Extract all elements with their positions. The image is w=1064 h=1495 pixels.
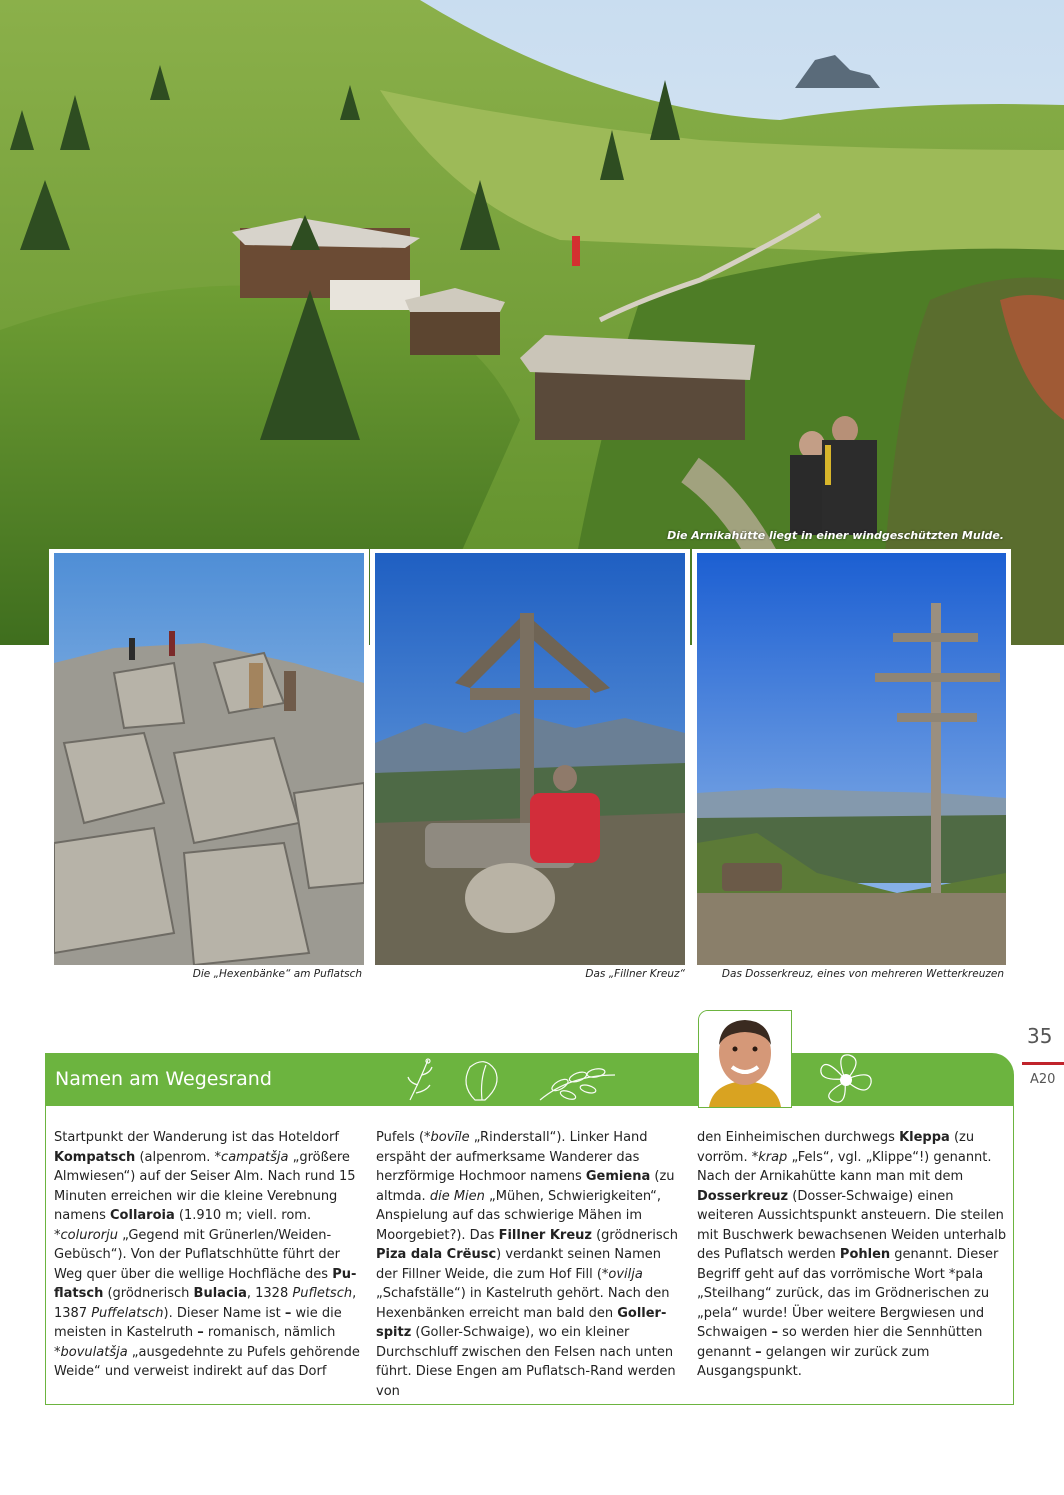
italic-term: die Mien [429, 1188, 485, 1204]
bold-term: Gemiena [585, 1169, 651, 1184]
text-run: , 1387 [54, 1286, 357, 1321]
text-run: „ausgedehnte zu Pufels gehörende Weide“ und verweist indirekt auf das Dorf [54, 1344, 360, 1379]
text-run: „Mühen, Schwierigkeiten“, Anspielung auf das schwierige Mähen im Moorgebiet?). Das [376, 1188, 661, 1243]
italic-term: Puffelatsch [91, 1305, 164, 1321]
flower-ornament-icon [815, 1051, 875, 1107]
info-paragraph [54, 1128, 364, 1382]
info-paragraph [697, 1128, 1007, 1382]
author-portrait [698, 1010, 792, 1108]
text-run: Pufels (* [376, 1130, 431, 1145]
text-run: gelangen wir zurück zum Ausgangspunkt. [697, 1344, 930, 1379]
bold-term: Dosserkreuz [697, 1188, 789, 1204]
bold-term: Fillner Kreuz [498, 1227, 592, 1243]
info-box-header [45, 1053, 1014, 1106]
info-box-title: Namen am Wegesrand [55, 1068, 272, 1090]
italic-term: ovilja [608, 1266, 643, 1282]
photo-fillner-kreuz [375, 553, 685, 965]
bold-term: Kleppa [899, 1130, 950, 1145]
bold-term: Gollerspitz [376, 1305, 667, 1340]
text-run: ). Dieser Name ist [163, 1305, 285, 1321]
bold-term: – [197, 1325, 204, 1340]
text-run: (grödnerisch [103, 1286, 194, 1301]
photo-caption-dosserkreuz: Das Dosserkreuz, eines von mehreren Wetterkreuzen [721, 968, 1004, 980]
italic-term: bovīle [430, 1130, 470, 1145]
text-run: „Schafställe“) in Kastelruth gehört. Nach den Hexenbänken erreicht man bald den [376, 1286, 670, 1321]
italic-term: campatšja [221, 1149, 289, 1165]
text-run: (Goller-Schwaige), wo ein kleiner Durchschluff zwischen den Felsen nach unten führt. Diese Engen am Puflatsch-Rand werden von [376, 1325, 676, 1399]
botanical-ornament-icon [400, 1055, 650, 1105]
text-run: (grödnerisch [591, 1227, 679, 1243]
italic-term: bovulatšja [60, 1344, 128, 1360]
bold-term: Collaroia [110, 1208, 175, 1223]
italic-term: *colurorju [54, 1227, 118, 1243]
text-run: „größere Almwiesen“) auf der Seiser Alm. Nach rund 15 Minuten erreichen wir die kleine Verebnung namens [54, 1149, 356, 1223]
photo-caption-fillner-kreuz: Das „Fillner Kreuz“ [585, 968, 685, 980]
photo-hexenbaenke [54, 553, 364, 965]
photo-caption-hexenbaenke: Die „Hexenbänke“ am Puflatsch [192, 968, 362, 980]
hero-caption: Die Arnikahütte liegt in einer windgeschützten Mulde. [667, 529, 1004, 542]
page-section-code: A20 [1030, 1072, 1056, 1087]
bold-term: Bulacia [193, 1286, 247, 1301]
bold-term: Kompatsch [54, 1149, 136, 1165]
bold-term: Pohlen [839, 1247, 891, 1262]
photo-dosserkreuz [697, 553, 1006, 965]
text-run: (zu altmda. [376, 1169, 675, 1204]
text-run: (alpenrom. * [135, 1149, 222, 1165]
bold-term: Piza dala Crëusc [376, 1247, 497, 1262]
text-run: romanisch, nämlich * [54, 1325, 336, 1360]
text-run: wie die meisten in Kastelruth [54, 1305, 342, 1340]
page-number-rule [1022, 1062, 1064, 1065]
info-text-column-3 [697, 1128, 1007, 1382]
bold-term: – [755, 1344, 762, 1360]
info-text-column-1 [54, 1128, 364, 1382]
text-run: „Gegend mit Grünerlen/Weiden-Gebüsch“). Von der Puflatschhütte führt der Weg quer über die wellige Hochfläche des [54, 1227, 341, 1282]
text-run: Startpunkt der Wanderung ist das Hoteldorf [54, 1130, 339, 1145]
italic-term: krap [758, 1149, 788, 1165]
page-number: 35 [1027, 1024, 1053, 1048]
text-run: ) verdankt seinen Namen der Fillner Weide, die zum Hof Fill (* [376, 1247, 661, 1282]
text-run: „Fels“, vgl. „Klippe“!) genannt. Nach der Arnikahütte kann man mit dem [697, 1149, 992, 1184]
bold-term: – [284, 1305, 292, 1321]
bold-term: Puflatsch [54, 1266, 357, 1301]
italic-term: Pufletsch [292, 1286, 353, 1301]
bold-term: – [771, 1325, 778, 1340]
text-run: (1.910 m; viell. rom. [174, 1208, 312, 1223]
text-run: den Einheimischen durchwegs [697, 1130, 900, 1145]
text-run: (zu vorröm. * [697, 1130, 975, 1165]
text-run: genannt. Dieser Begriff geht auf das vorrömische Wort *pala „Steilhang“ zurück, das im Grödnerischen zu „pela“ wurde! Über weitere Bergwiesen und Schwaigen [697, 1247, 999, 1340]
text-run: so werden hier die Sennhütten genannt [697, 1325, 983, 1360]
info-text-column-2 [376, 1128, 686, 1401]
text-run: „Rinderstall“). Linker Hand erspäht der aufmerksame Wanderer das herzförmige Hochmoor namens [376, 1130, 648, 1184]
text-run: , 1328 [246, 1286, 293, 1301]
text-run: (Dosser-Schwaige) einen weiteren Aussichtspunkt ansteuern. Die steilen mit Buschwerk bewachsenen Weiden unterhalb des Puflatsch werden [697, 1188, 1007, 1262]
info-paragraph [376, 1128, 686, 1401]
